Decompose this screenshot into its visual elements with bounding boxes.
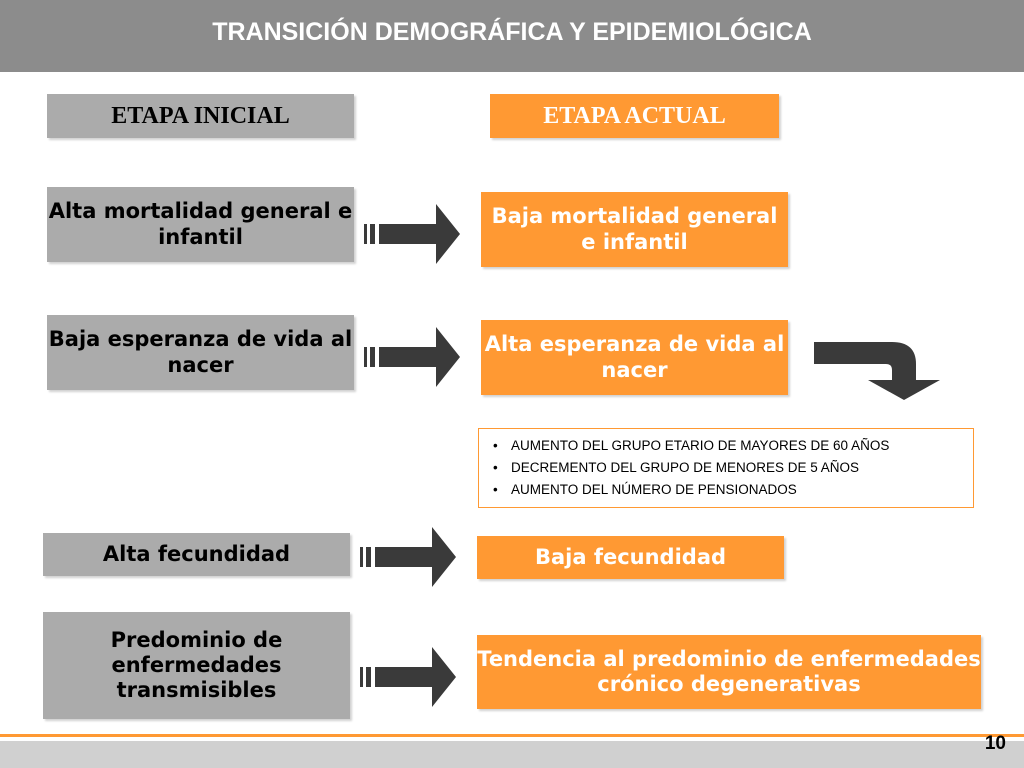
current-stage-header: ETAPA ACTUAL (490, 94, 779, 138)
page-number: 10 (984, 733, 1006, 754)
list-item: • AUMENTO DEL NÚMERO DE PENSIONADOS (487, 479, 965, 501)
arrow-right-icon (364, 327, 460, 389)
initial-mortality-box: Alta mortalidad general e infantil (47, 187, 354, 262)
current-fertility-box: Baja fecundidad (477, 536, 784, 579)
footer-accent-line (0, 734, 1024, 737)
bent-arrow-down-icon (812, 340, 944, 402)
initial-stage-header: ETAPA INICIAL (47, 94, 354, 138)
slide-title: TRANSICIÓN DEMOGRÁFICA Y EPIDEMIOLÓGICA (212, 18, 812, 46)
initial-life-expectancy-box: Baja esperanza de vida al nacer (47, 315, 354, 390)
current-diseases-box: Tendencia al predominio de enfermedades crónico degenerativas (477, 635, 981, 709)
consequences-list (478, 428, 974, 508)
list-item: • DECREMENTO DEL GRUPO DE MENORES DE 5 AÑOS (487, 457, 965, 479)
list-item: • AUMENTO DEL GRUPO ETARIO DE MAYORES DE 60 AÑOS (487, 435, 965, 457)
arrow-right-icon (364, 204, 460, 266)
arrow-right-icon (360, 647, 456, 709)
arrow-right-icon (360, 527, 456, 589)
initial-diseases-box: Predominio de enfermedades transmisibles (43, 612, 350, 719)
initial-fertility-box: Alta fecundidad (43, 533, 350, 576)
current-life-expectancy-box: Alta esperanza de vida al nacer (481, 320, 788, 395)
current-mortality-box: Baja mortalidad general e infantil (481, 192, 788, 267)
footer-band (0, 741, 1024, 768)
